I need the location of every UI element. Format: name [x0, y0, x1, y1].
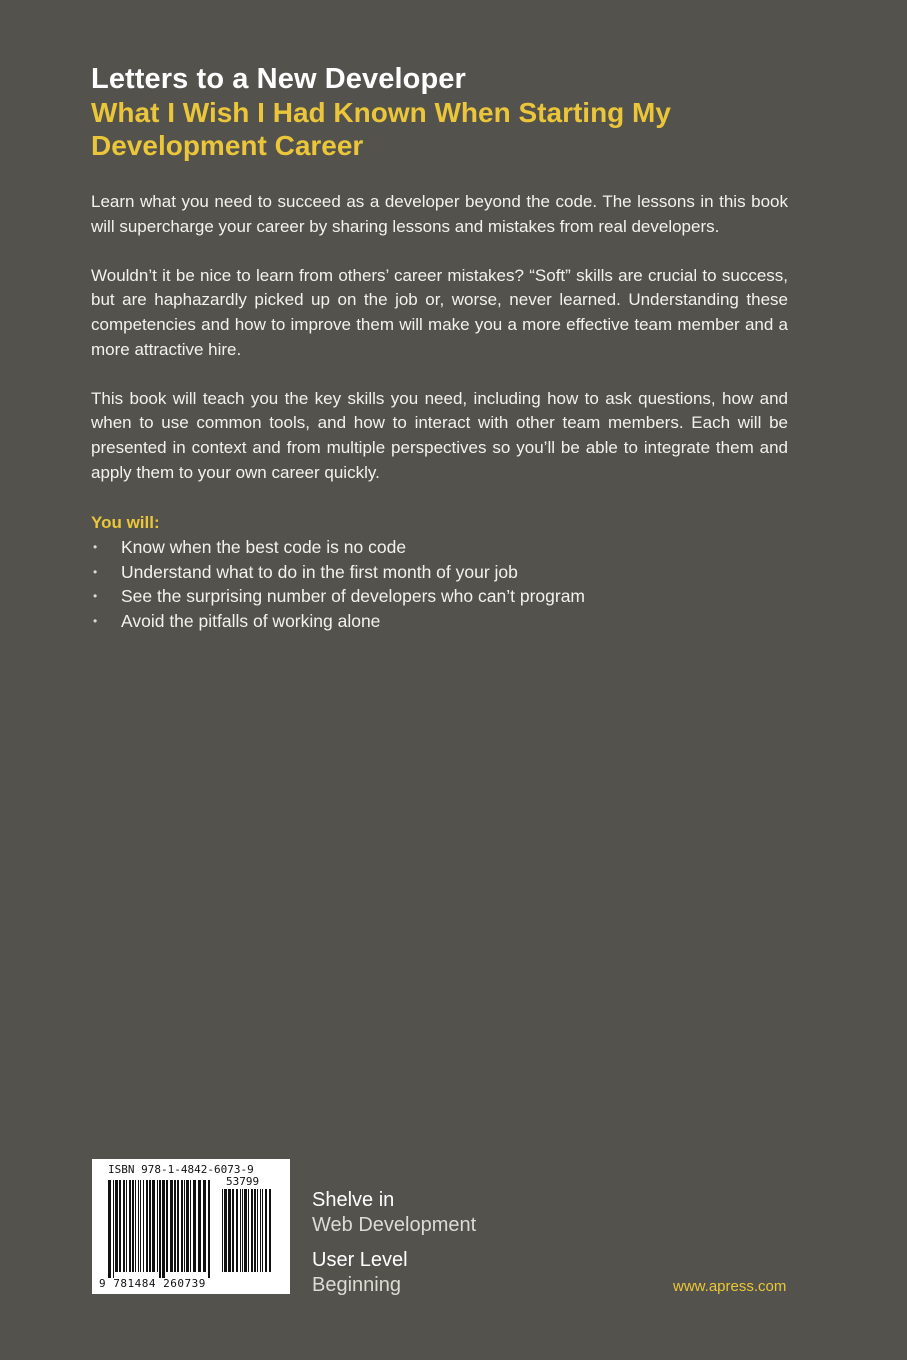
- book-subtitle: What I Wish I Had Known When Starting My Development Career: [91, 97, 671, 161]
- description-paragraph-3: This book will teach you the key skills you need, including how to ask questions, how and when to use common tools, and how to interact with other team members. Each will be presented in context and from multiple perspectives so you’ll be able to integrate them and apply them to your own career quickly.: [91, 388, 788, 482]
- bullet-icon: •: [93, 613, 98, 628]
- bullet-icon: •: [93, 540, 98, 554]
- book-title: Letters to a New Developer: [91, 63, 466, 95]
- you-will-heading: You will:: [91, 513, 160, 532]
- isbn-barcode: [92, 1159, 290, 1294]
- list-item-text: Know when the best code is no code: [121, 537, 407, 557]
- description-paragraph-1: Learn what you need to succeed as a developer beyond the code. The lessons in this book will supercharge your career by sharing lessons and mistakes from real developers.: [91, 192, 788, 236]
- list-item-text: See the surprising number of developers who can’t program: [121, 586, 585, 607]
- barcode-digits: 9 781484 260739: [99, 1277, 206, 1290]
- barcode-addon-bars-icon: [222, 1189, 272, 1278]
- barcode-price-code: 53799: [226, 1175, 260, 1188]
- isbn-label: ISBN 978-1-4842-6073-9: [108, 1163, 254, 1176]
- title-block: [91, 62, 791, 162]
- user-level-value: Beginning: [312, 1274, 401, 1296]
- list-item: [91, 609, 791, 634]
- bullet-icon: •: [93, 564, 98, 579]
- list-item: [91, 560, 791, 585]
- you-will-section: [91, 511, 791, 633]
- list-item-text: Understand what to do in the first month of your job: [121, 561, 518, 582]
- barcode-bars-icon: [108, 1180, 212, 1278]
- shelving-info: [312, 1188, 476, 1308]
- bullet-icon: •: [93, 589, 98, 604]
- list-item: [91, 535, 791, 560]
- user-level-label: User Level: [312, 1249, 408, 1271]
- description-paragraph-2: Wouldn’t it be nice to learn from others’ career mistakes? “Soft” skills are crucial to success, but are haphazardly picked up on the job or, worse, never learned. Understanding these competencies and how to improve them will make you a more effective team member and a more attractive hire.: [91, 265, 788, 359]
- list-item: [91, 584, 791, 609]
- shelve-in-label: Shelve in: [312, 1189, 395, 1211]
- publisher-website: www.apress.com: [673, 1278, 787, 1295]
- list-item-text: Avoid the pitfalls of working alone: [121, 610, 381, 631]
- shelve-in-value: Web Development: [312, 1214, 477, 1236]
- benefit-list: [91, 535, 791, 633]
- description: [91, 190, 788, 510]
